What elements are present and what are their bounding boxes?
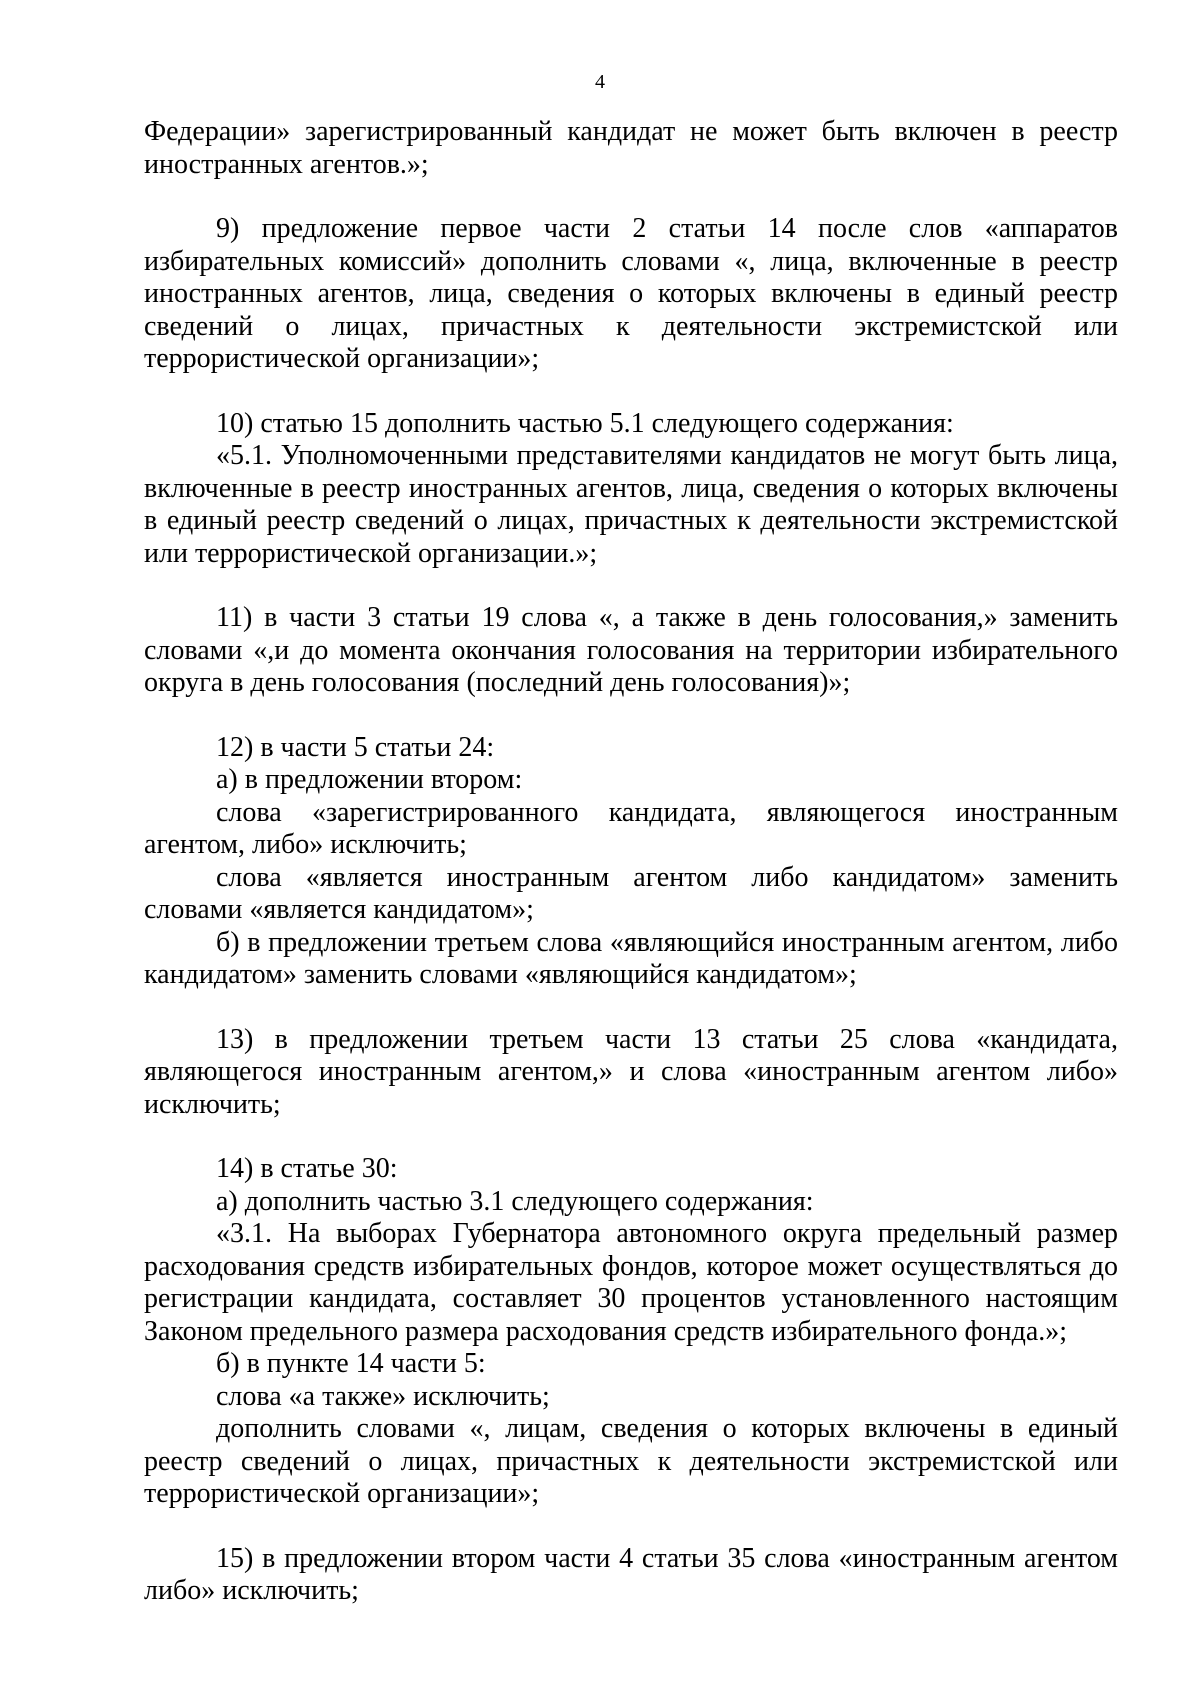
paragraph-item-12-b: б) в предложении третьем слова «являющийся иностранным агентом, либо кандидатом» заменить словами «являющийся кандидатом»; <box>144 926 1118 990</box>
paragraph-item-10: 10) статью 15 дополнить частью 5.1 следующего содержания: <box>216 407 954 439</box>
paragraph-item-12: 12) в части 5 статьи 24: <box>216 731 495 763</box>
paragraph-item-14-b: б) в пункте 14 части 5: <box>216 1348 486 1379</box>
paragraph-item-13: 13) в предложении третьем части 13 статьи 25 слова «кандидата, являющегося иностранным агентом,» и слова «иностранным агентом либо» исключить; <box>144 1023 1118 1120</box>
paragraph-item-14-a-quote: «3.1. На выборах Губернатора автономного округа предельный размер расходования средств избирательных фондов, которое может осуществляться до регистрации кандидата, составляет 30 процентов установленного настоящим Законом предельного размера расходования средств избирательного фонда.»; <box>144 1218 1118 1347</box>
page-number: 4 <box>595 71 605 93</box>
paragraph-item-10-quote: «5.1. Уполномоченными представителями кандидатов не могут быть лица, включенные в реестр иностранных агентов, лица, сведения о которых включены в единый реестр сведений о лицах, причастных к деятельности экстремистской или террористической организации.»; <box>144 440 1118 569</box>
paragraph-continuation: Федерации» зарегистрированный кандидат не может быть включен в реестр иностранных агентов.»; <box>144 116 1118 180</box>
paragraph-item-14-b-2: дополнить словами «, лицам, сведения о которых включены в единый реестр сведений о лицах, причастных к деятельности экстремистской или террористической организации»; <box>144 1413 1118 1509</box>
paragraph-item-11: 11) в части 3 статьи 19 слова «, а также в день голосования,» заменить словами «,и до момента окончания голосования на территории избирательного округа в день голосования (последний день голосования)»; <box>144 602 1118 698</box>
paragraph-item-14-b-1: слова «а также» исключить; <box>216 1380 550 1412</box>
paragraph-item-12-a-2: слова «является иностранным агентом либо кандидатом» заменить словами «является кандидатом»; <box>144 861 1118 925</box>
document-body <box>144 116 1118 1608</box>
paragraph-item-9: 9) предложение первое части 2 статьи 14 после слов «аппаратов избирательных комиссий» дополнить словами «, лица, включенные в реестр иностранных агентов, лица, сведения о которых включены в единый реестр сведений о лицах, причастных к деятельности экстремистской или террористической организации»; <box>144 213 1118 374</box>
paragraph-item-14: 14) в статье 30: <box>216 1153 398 1184</box>
paragraph-item-15: 15) в предложении втором части 4 статьи 35 слова «иностранным агентом либо» исключить; <box>144 1542 1118 1606</box>
paragraph-item-12-a-1: слова «зарегистрированного кандидата, являющегося иностранным агентом, либо» исключить; <box>144 796 1118 860</box>
paragraph-item-14-a: а) дополнить частью 3.1 следующего содержания: <box>216 1185 814 1217</box>
paragraph-item-12-a: а) в предложении втором: <box>216 764 523 795</box>
